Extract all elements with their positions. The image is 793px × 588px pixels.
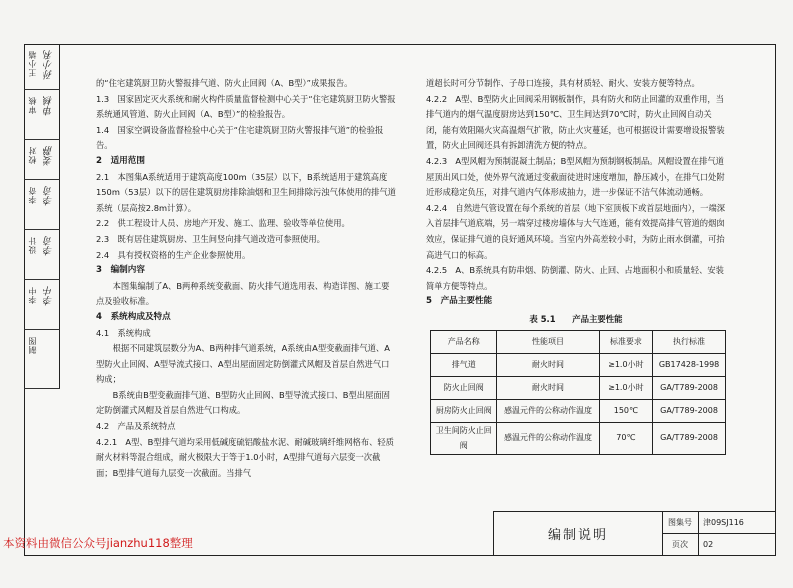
table-cell: 耐火时间: [497, 376, 599, 399]
review-role-label: 审核: [28, 96, 37, 114]
table-cell: GA/T789-2008: [653, 376, 726, 399]
review-role-label: 李奇: [28, 186, 37, 204]
review-role-label: 校对: [28, 146, 37, 164]
table-cell: 感温元件的公称动作温度: [497, 422, 599, 454]
sheet-title: 编制说明: [494, 512, 663, 555]
paragraph: 2.1 本图集A系统适用于建筑高度100m（35层）以下，B系统适用于建筑高度150m（53层）以下的居住建筑厨房排除油烟和卫生间排除污浊气体使用的排气道系统（层高按2.8m计算）。: [96, 171, 396, 213]
paragraph: 道超长时可分节制作、子母口连接，具有材质轻、耐火、安装方便等特点。: [426, 78, 700, 88]
paragraph: 4.2.5 A、B系统具有防串烟、防倒灌、防火、止回、占地面积小和质量轻、安装简单方便等特点。: [426, 265, 724, 291]
section-heading: 2 适用范围: [96, 155, 145, 166]
review-cell: [24, 330, 60, 389]
table-row: [431, 422, 726, 454]
table-cell: GA/T789-2008: [653, 399, 726, 422]
paragraph: 1.4 国家空调设备监督检验中心关于“住宅建筑厨卫防火警报排气道”的检验报告。: [96, 124, 384, 151]
review-cell: [24, 230, 60, 280]
paragraph: 4.2.4 自然进气管设置在每个系统的首层（地下室顶板下或首层地面内），一端深入首层排气道底端，另一端穿过楼房墙体与大气连通，能有效提高排气管道的烟囱效应，保证排气道的良好通风环境。当室内外高差较小时，为防止雨水倒灌，可抬高进气口的标高。: [426, 202, 726, 260]
page-number-label: 页次: [662, 534, 699, 555]
review-cell: [24, 90, 60, 140]
table-caption: 表 5.1 产品主要性能: [529, 313, 623, 324]
table-header-cell: 性能项目: [497, 330, 599, 353]
paragraph: 1.3 国家固定灭火系统和耐火构件质量监督检测中心关于“住宅建筑厨卫防火警报系统通风管道、防火止回阀（A、B型）”的检验报告。: [96, 93, 396, 120]
table-cell: 厨房防火止回阀: [431, 399, 497, 422]
right-text-body: [426, 76, 726, 310]
paragraph: 4.2.1 A型、B型排气道均采用低碱度硫铝酸盐水泥、耐碱玻璃纤维网格布、轻质耐火材料等混合组成，耐火极限大于等于1.0小时，A型排气道每六层变一次截面；B型排气道每九层变一次截面。当排气: [96, 436, 394, 478]
section-heading: 4 系统构成及特点: [96, 311, 171, 322]
table-cell: GA/T789-2008: [653, 422, 726, 454]
review-role-label: 制图: [28, 336, 37, 354]
review-signature: 姜静: [44, 146, 55, 166]
table-header-cell: 标准要求: [599, 330, 652, 353]
atlas-number-row: [662, 512, 775, 534]
paragraph: 4.2.3 A型风帽为预制混凝土制品；B型风帽为预制钢板制品。风帽设置在排气道屋顶出风口处，使外界气流通过变截面徒进时速度增加，静压减小，在排气口处附近形成稳定负压，对排气道内气体形成抽力，进一步保证不洁气体流动通畅。: [426, 155, 725, 198]
table-cell: 排气道: [431, 353, 497, 376]
review-cell: [24, 44, 60, 90]
review-signature-strip: [24, 44, 60, 389]
review-cell: [24, 140, 60, 180]
paragraph: 2.2 供工程设计人员、房地产开发、施工、监理、验收等单位使用。: [96, 218, 350, 229]
paragraph: 2.4 具有授权资格的生产企业参照使用。: [96, 249, 251, 260]
paragraph: 4.1 系统构成: [96, 327, 151, 338]
review-cell: [24, 180, 60, 230]
watermark-text: 本资料由微信公众号jianzhu118整理: [3, 536, 193, 550]
section-heading: 3 编制内容: [96, 265, 145, 276]
paragraph: 本图集编制了A、B两种系统变截面、防火排气道选用表、构造详图、施工要点及验收标准。: [96, 280, 390, 307]
review-role-label: 李中: [28, 286, 37, 304]
table-cell: 卫生间防火止回阀: [431, 422, 497, 454]
review-signature: 李中: [44, 286, 55, 306]
table-cell: ≥1.0小时: [599, 353, 652, 376]
table-cell: 150℃: [599, 399, 652, 422]
paragraph: 2.3 既有居住建筑厨房、卫生间竖向排气道改造可参照使用。: [96, 233, 325, 244]
review-role-label: 王小墙: [28, 50, 37, 77]
table-cell: 70℃: [599, 422, 652, 454]
paragraph: 根据不同建筑层数分为A、B两种排气道系统，A系统由A型变截面排气道、A型防火止回阀、A型导流式接口、A型出屋面固定防倒灌式风帽及首层自然进气口构成；: [96, 343, 390, 385]
page-number-row: [662, 534, 775, 555]
paragraph: 4.2.2 A型、B型防火止回阀采用钢板制作，具有防火和防止回灌的双重作用，当排气道内的烟气温度厨房达到150℃、卫生间达到70℃时，防火止回阀自动关闭，能有效阻隔火灾高温烟气扩散，防止火灾蔓延，也可根据设计需要增设报警装置，防火止回阀还具有拆卸清洗方便的特点。: [426, 93, 725, 151]
review-role-label: 设计: [28, 236, 37, 254]
paragraph: B系统由B型变截面排气道、B型防火止回阀、B型导流式接口、B型出屋面固定防倒灌式风帽及首层自然进气口构成。: [96, 389, 390, 416]
table-cell: ≥1.0小时: [599, 376, 652, 399]
review-signature: 李奇: [44, 186, 55, 206]
table-header-cell: 产品名称: [431, 330, 497, 353]
performance-table: [430, 330, 726, 455]
table-cell: GB17428-1998: [653, 353, 726, 376]
review-cell: [24, 280, 60, 330]
table-header-cell: 执行标准: [653, 330, 726, 353]
page-number-value: 02: [703, 540, 714, 549]
table-cell: 感温元件的公称动作温度: [497, 399, 599, 422]
paragraph: 的“住宅建筑厨卫防火警报排气道、防火止回阀（A、B型）”成果报告。: [96, 78, 353, 88]
title-block: [493, 511, 776, 556]
review-signature: 孙小利: [44, 50, 55, 80]
atlas-number-value: 津09SJ116: [703, 518, 744, 527]
review-signature: 审核: [44, 96, 55, 116]
table-cell: 耐火时间: [497, 353, 599, 376]
review-signature: 李奇: [44, 236, 55, 256]
table-row: [431, 353, 726, 376]
section-heading: 5 产品主要性能: [426, 296, 493, 307]
table-row: [431, 376, 726, 399]
table-row: [431, 399, 726, 422]
table-cell: 防火止回阀: [431, 376, 497, 399]
right-text-column: [426, 76, 726, 455]
atlas-number-label: 图集号: [662, 512, 699, 533]
paragraph: 4.2 产品及系统特点: [96, 421, 176, 432]
left-text-column: [96, 76, 396, 481]
